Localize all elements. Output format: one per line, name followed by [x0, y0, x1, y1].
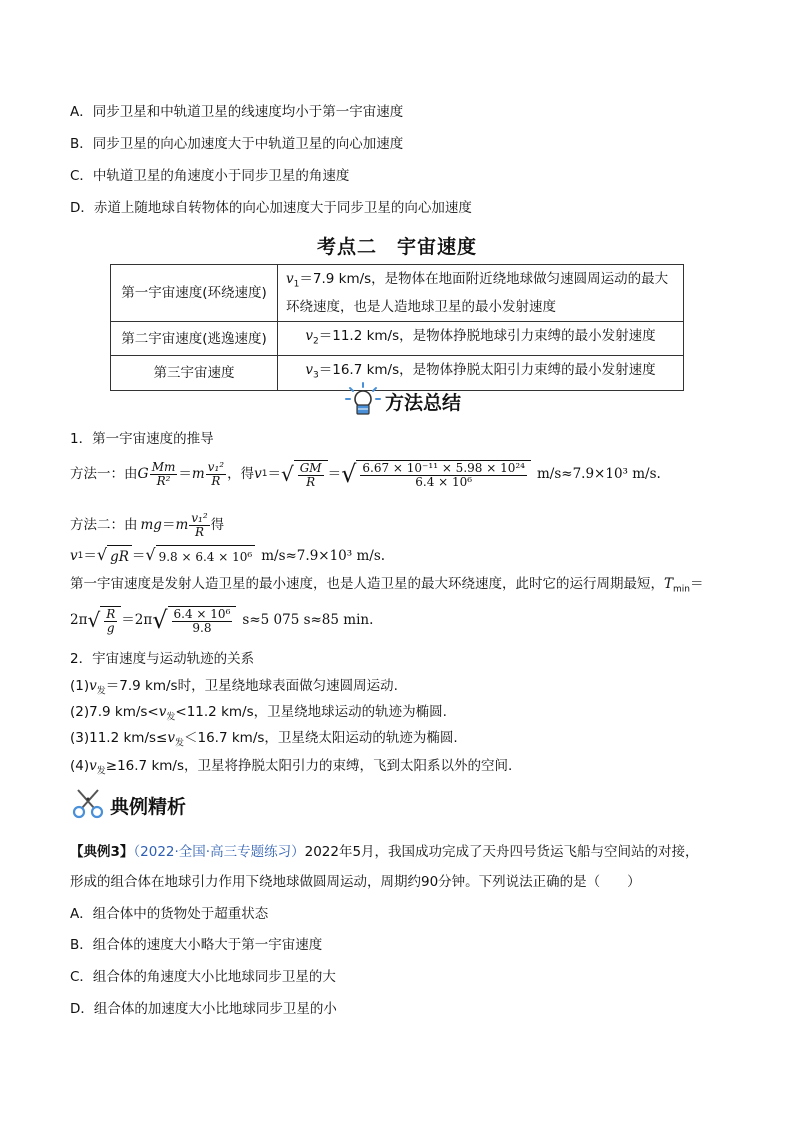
table-row: [111, 321, 684, 356]
banner-label: 方法总结: [385, 392, 462, 414]
example-source: （2022·全国·高三专题练习）: [133, 844, 305, 860]
relation-3: (3)11.2 $km/s\le v_发<16.7$ km/s，卫星绕太阳运动的轨迹为椭圆.: [70, 730, 458, 749]
lightbulb-icon: [345, 382, 381, 421]
cosmic-speed-table: [110, 264, 684, 391]
example-stem-1: 【典例3】（2022·全国·高三专题练习）2022年5月，我国成功完成了天舟四号货运飞船与空间站的对接，: [70, 844, 699, 860]
table-cell-desc: $v_3=16.7$ km/s，是物体挣脱太阳引力束缚的最小发射速度: [278, 356, 684, 391]
option-c-top: C．中轨道卫星的角速度小于同步卫星的角速度: [70, 168, 350, 184]
relation-1: $(1)v_发=7.9$ km/s时，卫星绕地球表面做匀速圆周运动.: [70, 678, 398, 697]
table-cell-name: 第一宇宙速度(环绕速度): [111, 265, 278, 322]
method-heading-1: 1．第一宇宙速度的推导: [70, 431, 214, 447]
example-tag: 【典例3】: [70, 844, 134, 860]
method-paragraph: 第一宇宙速度是发射人造卫星的最小速度，也是人造卫星的最大环绕速度，此时它的运行周期最短，$T_{min}=$: [70, 576, 704, 595]
example-option-b: B．组合体的速度大小略大于第一宇宙速度: [70, 937, 323, 953]
option-d-top: D．赤道上随地球自转物体的向心加速度大于同步卫星的向心加速度: [70, 200, 472, 216]
example-option-c: C．组合体的角速度大小比地球同步卫星的大: [70, 969, 336, 985]
table-cell-name: 第二宇宙速度(逃逸速度): [111, 321, 278, 356]
method-summary-banner: [345, 382, 461, 421]
relation-4: $(4)v_发\ge 16.7$ km/s，卫星将挣脱太阳引力的束缚，飞到太阳系以外的空间.: [70, 758, 513, 777]
banner-label: 典例精析: [110, 796, 187, 818]
method-two-result: v 1 ＝ √ gR ＝ √ 9.8 × 6.4 × 10⁶ m/s≈7.9×10³ m/s.: [70, 545, 386, 565]
period-formula: 2π √ $\frac{R}{g}$ ＝2π √ $\frac{\text{6.4 × 10⁶}}{9.8}$ s≈5 075 s≈85 min.: [70, 605, 374, 635]
example-banner: [70, 786, 186, 825]
method-one-formula: 方法一：由 G $\frac{Mm}{\text{R²}}$ ＝ m $\frac{\text{v₁²}}{R}$ ，得 v 1 ＝ √ $\frac{GM}{R}$ ＝ √ $\frac{\text{6.67 × 10⁻¹¹ × 5.98 × 10²⁴}}{\text{6.4 × 10⁶}}$ m/s≈7.9×10³ m/s.: [70, 459, 661, 489]
table-row: [111, 265, 684, 322]
example-stem-2: 形成的组合体在地球引力作用下绕地球做圆周运动，周期约90分钟。下列说法正确的是（ ）: [70, 874, 641, 890]
example-option-a: A．组合体中的货物处于超重状态: [70, 906, 269, 922]
option-b-top: B．同步卫星的向心加速度大于中轨道卫星的向心加速度: [70, 136, 404, 152]
option-a-top: A．同步卫星和中轨道卫星的线速度均小于第一宇宙速度: [70, 104, 404, 120]
method-heading-2: 2．宇宙速度与运动轨迹的关系: [70, 651, 255, 667]
relation-2: (2)7.9 $km/s<v_发<11.2$ km/s，卫星绕地球运动的轨迹为椭圆.: [70, 704, 447, 723]
example-option-d: D．组合体的加速度大小比地球同步卫星的小: [70, 1001, 337, 1017]
table-cell-name: 第三宇宙速度: [111, 356, 278, 391]
section-title: 考点二 宇宙速度: [316, 236, 477, 258]
table-cell-desc: $v_2=11.2$ km/s，是物体挣脱地球引力束缚的最小发射速度: [278, 321, 684, 356]
table-cell-desc: $v_1=7.9$ km/s，是物体在地面附近绕地球做匀速圆周运动的最大环绕速度，也是人造地球卫星的最小发射速度: [278, 265, 684, 322]
method-two-formula: 方法二：由 mg ＝ m $\frac{\text{v₁²}}{R}$ 得: [70, 510, 225, 539]
scissors-icon: [70, 786, 106, 825]
